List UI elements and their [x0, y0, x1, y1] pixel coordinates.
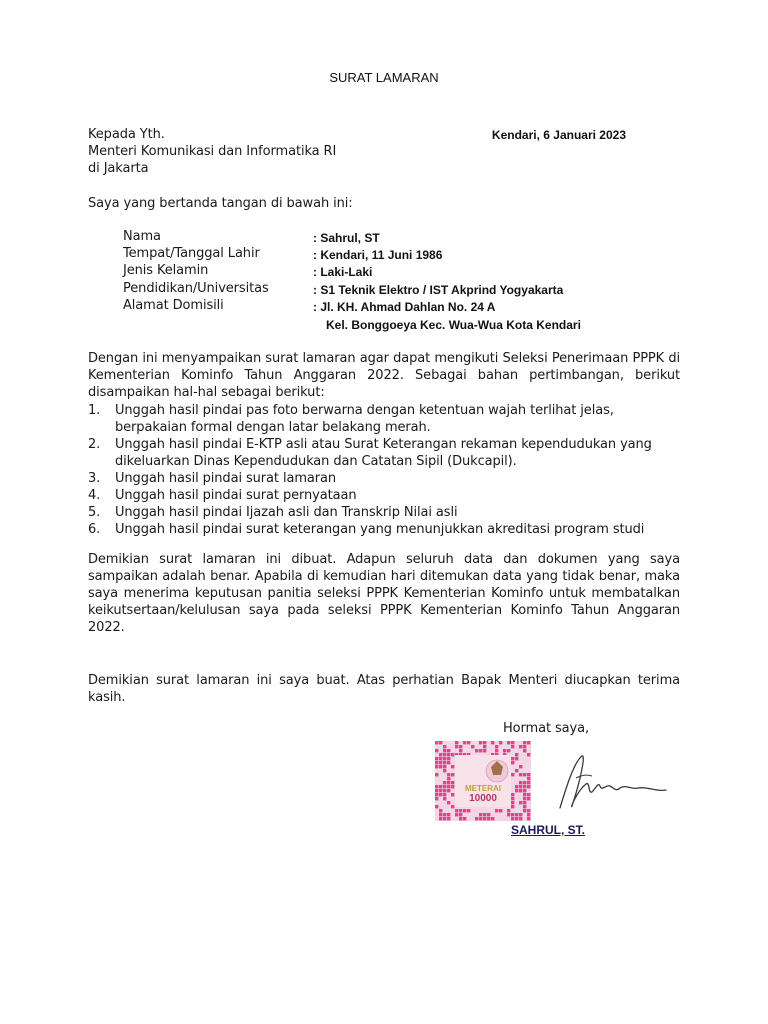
field-value-name: : Sahrul, ST — [313, 231, 380, 245]
field-value-education: : S1 Teknik Elektro / IST Akprind Yogyakarta — [313, 283, 564, 297]
field-label-address: Alamat Domisili — [123, 298, 224, 313]
list-number: 5. — [88, 505, 101, 520]
list-text: Unggah hasil pindai pas foto berwarna dengan ketentuan wajah terlihat jelas, berpakaian formal dengan latar belakang merah. — [115, 403, 614, 435]
list-number: 1. — [88, 403, 101, 418]
list-text: Unggah hasil pindai surat keterangan yang menunjukkan akreditasi program studi — [115, 522, 645, 537]
field-label-name: Nama — [123, 229, 161, 244]
place-date: Kendari, 6 Januari 2023 — [491, 128, 626, 142]
list-number: 3. — [88, 471, 101, 486]
paragraph-intro: Dengan ini menyampaikan surat lamaran agar dapat mengikuti Seleksi Penerimaan PPPK di Kementerian Kominfo Tahun Anggaran 2022. Sebagai bahan pertimbangan, berikut disampaikan hal-hal sebagai berikut: — [88, 351, 680, 400]
recipient-line-3: di Jakarta — [88, 161, 149, 176]
letter-title: SURAT LAMARAN — [329, 70, 439, 85]
field-value-address: : Jl. KH. Ahmad Dahlan No. 24 A — [313, 300, 496, 314]
list-item — [88, 402, 688, 436]
recipient-line-1: Kepada Yth. — [88, 127, 165, 142]
list-text: Unggah hasil pindai surat pernyataan — [115, 488, 357, 503]
list-item — [88, 470, 688, 487]
list-number: 2. — [88, 437, 101, 452]
list-item — [88, 504, 688, 521]
signer-name: SAHRUL, ST. — [511, 823, 586, 837]
field-label-birth: Tempat/Tanggal Lahir — [123, 246, 260, 261]
field-label-education: Pendidikan/Universitas — [123, 281, 269, 296]
list-text: Unggah hasil pindai surat lamaran — [115, 471, 337, 486]
list-item — [88, 521, 688, 538]
list-number: 6. — [88, 522, 101, 537]
list-item — [88, 487, 688, 504]
meterai-label: METERAI — [465, 784, 501, 793]
meterai-stamp-icon — [435, 741, 531, 821]
recipient-line-2: Menteri Komunikasi dan Informatika RI — [88, 144, 337, 159]
field-value-birth: : Kendari, 11 Juni 1986 — [313, 248, 443, 262]
list-text: Unggah hasil pindai Ijazah asli dan Transkrip Nilai asli — [115, 505, 458, 520]
field-value-address-line-2: Kel. Bonggoeya Kec. Wua-Wua Kota Kendari — [326, 318, 581, 332]
list-number: 4. — [88, 488, 101, 503]
closing-salutation: Hormat saya, — [503, 721, 590, 736]
intro-text: Saya yang bertanda tangan di bawah ini: — [88, 196, 353, 211]
field-value-gender: : Laki-Laki — [313, 265, 373, 279]
attachment-list — [88, 402, 688, 538]
list-text: Unggah hasil pindai E-KTP asli atau Surat Keterangan rekaman kependudukan yang dikeluarkan Dinas Kependudukan dan Catatan Sipil (Dukcapil). — [115, 437, 652, 469]
handwritten-signature — [546, 748, 686, 814]
list-item — [88, 436, 688, 470]
field-label-gender: Jenis Kelamin — [123, 263, 209, 278]
meterai-value: 10000 — [469, 793, 497, 804]
paragraph-closing: Demikian surat lamaran ini saya buat. Atas perhatian Bapak Menteri diucapkan terima kasih. — [88, 673, 680, 705]
paragraph-declaration: Demikian surat lamaran ini dibuat. Adapun seluruh data dan dokumen yang saya sampaikan adalah benar. Apabila di kemudian hari ditemukan data yang tidak benar, maka saya menerima keputusan panitia seleksi PPPK Kementerian Kominfo untuk membatalkan keikutsertaan/kelulusan saya pada seleksi PPPK Kementerian Kominfo Tahun Anggaran 2022. — [88, 552, 680, 635]
